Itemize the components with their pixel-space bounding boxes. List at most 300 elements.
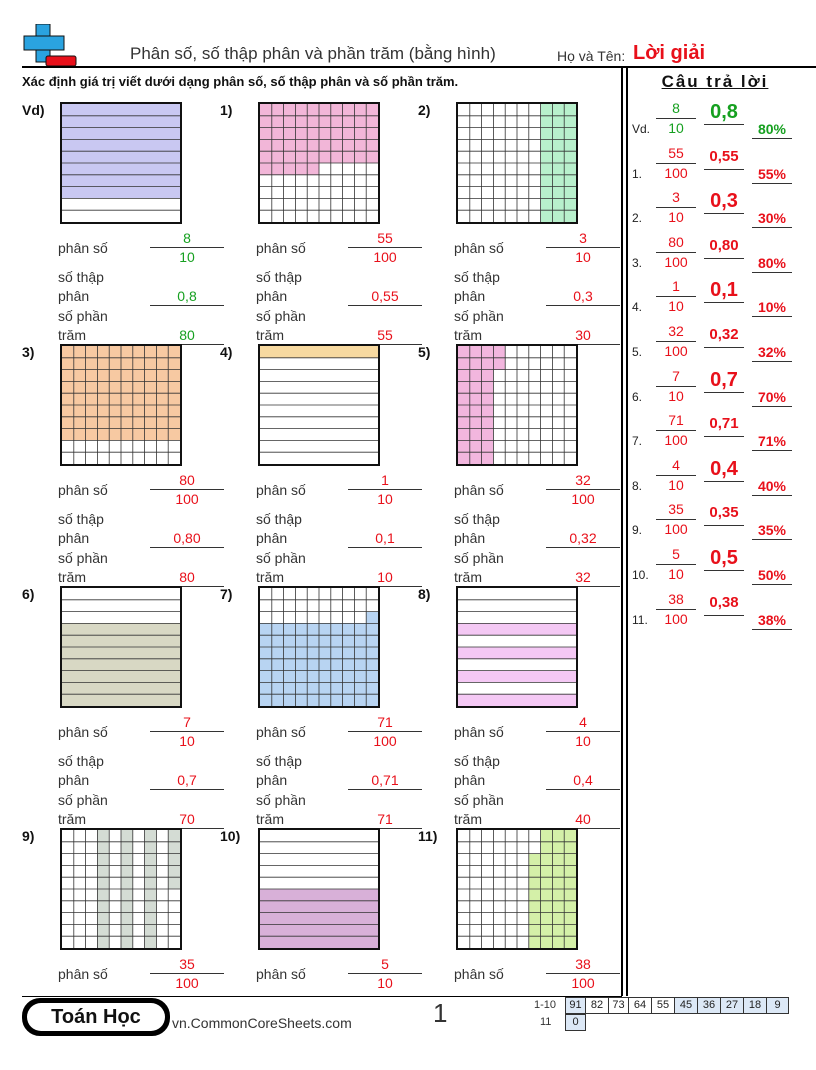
decimal-label-line: số thập [58,269,104,285]
shaded-part [284,151,296,163]
answer-key-decimal: 0,3 [704,189,744,214]
shaded-part [109,346,121,358]
shaded-part [62,151,180,163]
shaded-part [331,694,343,706]
shaded-part [319,682,331,694]
shaded-part [145,405,157,417]
shaded-part [343,151,355,163]
fraction-bar [546,489,620,490]
numerator: 35 [668,501,684,518]
shaded-part [97,854,109,866]
shaded-part [343,139,355,151]
score-range-label: 11 [540,1016,552,1028]
shaded-part [552,842,564,854]
shaded-part [354,151,366,163]
shaded-part [482,405,494,417]
decimal-label-line: số thập [454,511,500,527]
numerator: 5 [381,956,389,972]
shaded-part [109,393,121,405]
denominator: 10 [377,975,393,991]
numerator: 80 [179,472,195,488]
shaded-part [343,104,355,116]
answer-key-decimal: 0,32 [704,323,744,348]
shaded-part [331,139,343,151]
numerator: 80 [668,233,684,250]
score-cell: 27 [720,997,744,1014]
logo-icon [22,24,78,68]
answer-key-decimal: 0,7 [704,368,744,393]
shaded-part [331,151,343,163]
fraction-bar [656,207,696,208]
shaded-part [168,370,180,382]
problem-2 [418,102,618,344]
shaded-part [319,623,331,635]
shaded-part [331,104,343,116]
grid-svg [260,346,378,464]
denominator: 100 [175,491,199,507]
shaded-part [541,877,553,889]
shaded-part [307,635,319,647]
shaded-part [121,358,133,370]
shaded-part [470,417,482,429]
shaded-part [331,671,343,683]
denominator: 100 [664,610,688,627]
shaded-part [284,671,296,683]
shaded-part [482,346,494,358]
decimal-label [256,510,302,548]
shaded-part [564,865,576,877]
shaded-part [552,877,564,889]
shaded-part [109,370,121,382]
fraction-label: phân số [454,482,504,498]
fraction-answer [546,956,620,991]
shaded-part [109,381,121,393]
answer-key-label: 1. [632,166,643,181]
problem-10 [220,828,420,1070]
grid-svg [62,830,180,948]
problem-label: 1) [220,102,233,118]
shaded-part [366,116,378,128]
shaded-part [284,163,296,175]
shaded-part [97,889,109,901]
shaded-part [62,381,74,393]
decimal-answer: 0,1 [348,530,422,548]
numerator: 38 [668,590,684,607]
shaded-part [260,694,272,706]
shaded-part [552,913,564,925]
shaded-part [156,381,168,393]
problem-8 [418,586,618,828]
fraction-bar [656,118,696,119]
denominator: 10 [668,120,684,136]
shaded-part [109,358,121,370]
shaded-part [319,694,331,706]
shaded-part [145,936,157,948]
problem-label: 11) [418,828,438,844]
fraction-bar [546,973,620,974]
grid-svg [62,104,180,222]
shaded-part [74,346,86,358]
shaded-part [145,924,157,936]
grid-svg [458,104,576,222]
shaded-part [97,405,109,417]
shaded-part [564,854,576,866]
problem-label: 4) [220,344,233,360]
shaded-part [121,877,133,889]
shaded-part [331,635,343,647]
denominator: 10 [179,249,195,265]
shaded-part [529,901,541,913]
score-cell: 9 [766,997,789,1014]
shaded-part [168,429,180,441]
shaded-part [109,417,121,429]
shaded-part [62,163,180,175]
shaded-part [109,405,121,417]
shaded-part [62,417,74,429]
answer-key-row [632,145,802,189]
shaded-part [529,865,541,877]
decimal-label-line: phân [256,772,288,788]
decimal-label [256,752,302,790]
grid-svg [458,830,576,948]
shaded-part [331,128,343,140]
problem-0 [22,102,222,344]
answer-key-fraction [656,323,696,360]
decimal-answer: 0,80 [150,530,224,548]
shaded-part [74,417,86,429]
answer-key-percent: 10% [752,298,792,317]
shaded-part [121,381,133,393]
shaded-part [529,936,541,948]
shaded-part [62,682,180,694]
denominator: 10 [575,249,591,265]
decimal-label [256,268,302,306]
shaded-part [121,429,133,441]
shaded-part [307,104,319,116]
percent-label-line: số phần [454,308,504,324]
shaded-part [97,936,109,948]
fraction-label: phân số [256,240,306,256]
answer-key-label: 4. [632,300,643,315]
shaded-part [260,913,378,925]
shaded-part [86,429,98,441]
shaded-part [168,358,180,370]
shaded-part [121,913,133,925]
percent-label [256,549,306,587]
shaded-part [74,429,86,441]
shaded-part [97,429,109,441]
shaded-part [541,842,553,854]
score-cell: 73 [608,997,629,1014]
decimal-label-line: phân [256,288,288,304]
shaded-part [284,694,296,706]
shaded-part [319,104,331,116]
shaded-part [74,381,86,393]
shaded-part [260,104,272,116]
answer-key-label: 3. [632,255,643,270]
shaded-part [260,346,378,358]
shaded-part [331,647,343,659]
shaded-part [260,682,272,694]
shaded-part [366,151,378,163]
footer-rule [22,996,622,997]
shaded-part [284,682,296,694]
shaded-part [564,936,576,948]
answer-key-percent: 50% [752,566,792,585]
decimal-answer: 0,8 [150,288,224,306]
answer-key-row [632,501,802,545]
denominator: 100 [373,733,397,749]
shaded-part [319,635,331,647]
column-divider [626,68,628,996]
answer-key-decimal: 0,80 [704,234,744,259]
shaded-part [366,635,378,647]
answer-key-percent: 80% [752,120,792,139]
shaded-part [482,417,494,429]
shaded-part [354,659,366,671]
denominator: 100 [664,253,688,270]
shaded-part [272,647,284,659]
denominator: 100 [571,975,595,991]
answer-key-decimal: 0,5 [704,546,744,571]
denominator: 100 [664,343,688,359]
shaded-part [272,139,284,151]
shaded-part [145,417,157,429]
answer-key-row [632,591,802,635]
answer-key-percent: 40% [752,477,792,496]
shaded-part [62,623,180,635]
answer-key-row [632,323,802,367]
problem-label: 5) [418,344,431,360]
score-cell: 64 [628,997,652,1014]
numerator: 55 [377,230,393,246]
shaded-part [354,635,366,647]
decimal-label-line: số thập [58,753,104,769]
decimal-answer: 0,55 [348,288,422,306]
shaded-part [272,659,284,671]
denominator: 10 [179,733,195,749]
shaded-part [121,842,133,854]
decimal-label-line: phân [58,772,90,788]
shaded-part [295,116,307,128]
denominator: 10 [668,298,684,315]
shaded-grid [60,586,182,708]
fraction-answer [150,472,224,507]
problem-1 [220,102,420,344]
shaded-part [145,901,157,913]
shaded-part [121,924,133,936]
denominator: 10 [575,733,591,749]
fraction-answer [348,714,422,749]
shaded-part [86,370,98,382]
decimal-label [454,752,500,790]
answer-key-percent: 71% [752,432,792,451]
problem-7 [220,586,420,828]
answer-key-percent: 80% [752,254,792,273]
fraction-label: phân số [454,724,504,740]
shaded-part [564,913,576,925]
percent-answer: 32 [546,569,620,587]
fraction-label: phân số [454,966,504,982]
answer-key-row [632,546,802,590]
shaded-part [564,877,576,889]
shaded-part [62,393,74,405]
denominator: 100 [664,521,688,538]
answer-key-decimal: 0,55 [704,145,744,170]
answer-key-percent: 30% [752,209,792,228]
shaded-part [307,139,319,151]
shaded-part [272,623,284,635]
shaded-part [284,659,296,671]
denominator: 10 [668,387,684,404]
shaded-part [272,151,284,163]
decimal-label-line: số thập [256,511,302,527]
fraction-bar [150,247,224,248]
shaded-part [145,381,157,393]
score-cell: 55 [651,997,675,1014]
shaded-part [260,151,272,163]
shaded-part [295,694,307,706]
name-label: Họ và Tên: [557,48,626,64]
answer-key-fraction [656,145,696,182]
shaded-grid [456,828,578,950]
shaded-part [307,163,319,175]
percent-label-line: trăm [58,569,86,585]
shaded-part [529,854,541,866]
shaded-part [470,370,482,382]
percent-answer: 70 [150,811,224,829]
fraction-bar [656,296,696,297]
instruction-text: Xác định giá trị viết dưới dạng phân số, số thập phân và số phần trăm. [22,74,459,89]
shaded-part [62,128,180,140]
percent-label [58,791,108,829]
shaded-part [156,370,168,382]
problem-label: 7) [220,586,233,602]
problem-5 [418,344,618,586]
shaded-part [493,358,505,370]
shaded-part [354,128,366,140]
percent-label-line: trăm [256,327,284,343]
header-rule [22,66,816,68]
answer-key-label: 7. [632,434,643,449]
answer-key-label: 5. [632,345,643,359]
shaded-part [133,417,145,429]
shaded-part [62,104,180,116]
grid-svg [62,346,180,464]
shaded-part [295,151,307,163]
fraction-bar [656,564,696,565]
fraction-answer [348,472,422,507]
answer-key-heading: Câu trả lời [661,72,769,91]
shaded-part [145,913,157,925]
shaded-part [62,694,180,706]
shaded-part [552,901,564,913]
shaded-part [145,842,157,854]
fraction-label: phân số [454,240,504,256]
shaded-part [86,346,98,358]
shaded-part [482,393,494,405]
shaded-part [295,671,307,683]
answer-key-percent: 55% [752,165,792,184]
shaded-part [97,877,109,889]
shaded-part [272,635,284,647]
shaded-part [97,358,109,370]
answer-key-row [632,278,802,322]
answer-key-decimal: 0,8 [704,100,744,125]
shaded-part [541,936,553,948]
shaded-part [458,440,470,452]
shaded-part [121,405,133,417]
decimal-label-line: phân [454,530,486,546]
denominator: 10 [668,566,684,582]
shaded-grid [258,828,380,950]
answer-key-fraction [656,234,696,271]
shaded-part [260,635,272,647]
shaded-part [133,405,145,417]
answer-key-row [632,412,802,456]
shaded-part [260,163,272,175]
answer-key-fraction [656,457,696,494]
numerator: 71 [668,412,684,429]
column-divider [621,68,623,996]
shaded-part [307,116,319,128]
page-number: 1 [433,998,448,1028]
shaded-part [156,358,168,370]
shaded-part [295,163,307,175]
answer-key-label: 10. [632,568,649,582]
percent-label-line: trăm [256,811,284,827]
shaded-part [458,623,576,635]
shaded-part [564,830,576,842]
shaded-part [121,936,133,948]
shaded-part [260,128,272,140]
shaded-part [133,429,145,441]
answer-key-decimal: 0,38 [704,591,744,616]
fraction-bar [656,386,696,387]
shaded-part [284,623,296,635]
shaded-part [97,346,109,358]
numerator: 1 [381,472,389,488]
answer-key-label: 6. [632,389,643,404]
shaded-part [552,865,564,877]
shaded-part [260,671,272,683]
answer-key-percent: 32% [752,343,792,362]
shaded-part [354,104,366,116]
shaded-part [260,659,272,671]
fraction-bar [150,973,224,974]
shaded-part [145,854,157,866]
shaded-part [121,346,133,358]
shaded-part [541,830,553,842]
name-value: Lời giải [633,42,706,64]
answer-key-row [632,189,802,233]
shaded-part [470,405,482,417]
percent-answer: 80 [150,569,224,587]
percent-label-line: số phần [58,308,108,324]
answer-key-label: Vd. [632,122,651,136]
decimal-label-line: phân [454,772,486,788]
shaded-part [541,901,553,913]
fraction-bar [656,252,696,253]
shaded-part [168,381,180,393]
denominator: 100 [664,164,688,181]
shaded-part [343,671,355,683]
shaded-part [121,901,133,913]
shaded-part [284,139,296,151]
decimal-answer: 0,4 [546,772,620,790]
answer-key-percent: 38% [752,611,792,630]
shaded-part [354,694,366,706]
